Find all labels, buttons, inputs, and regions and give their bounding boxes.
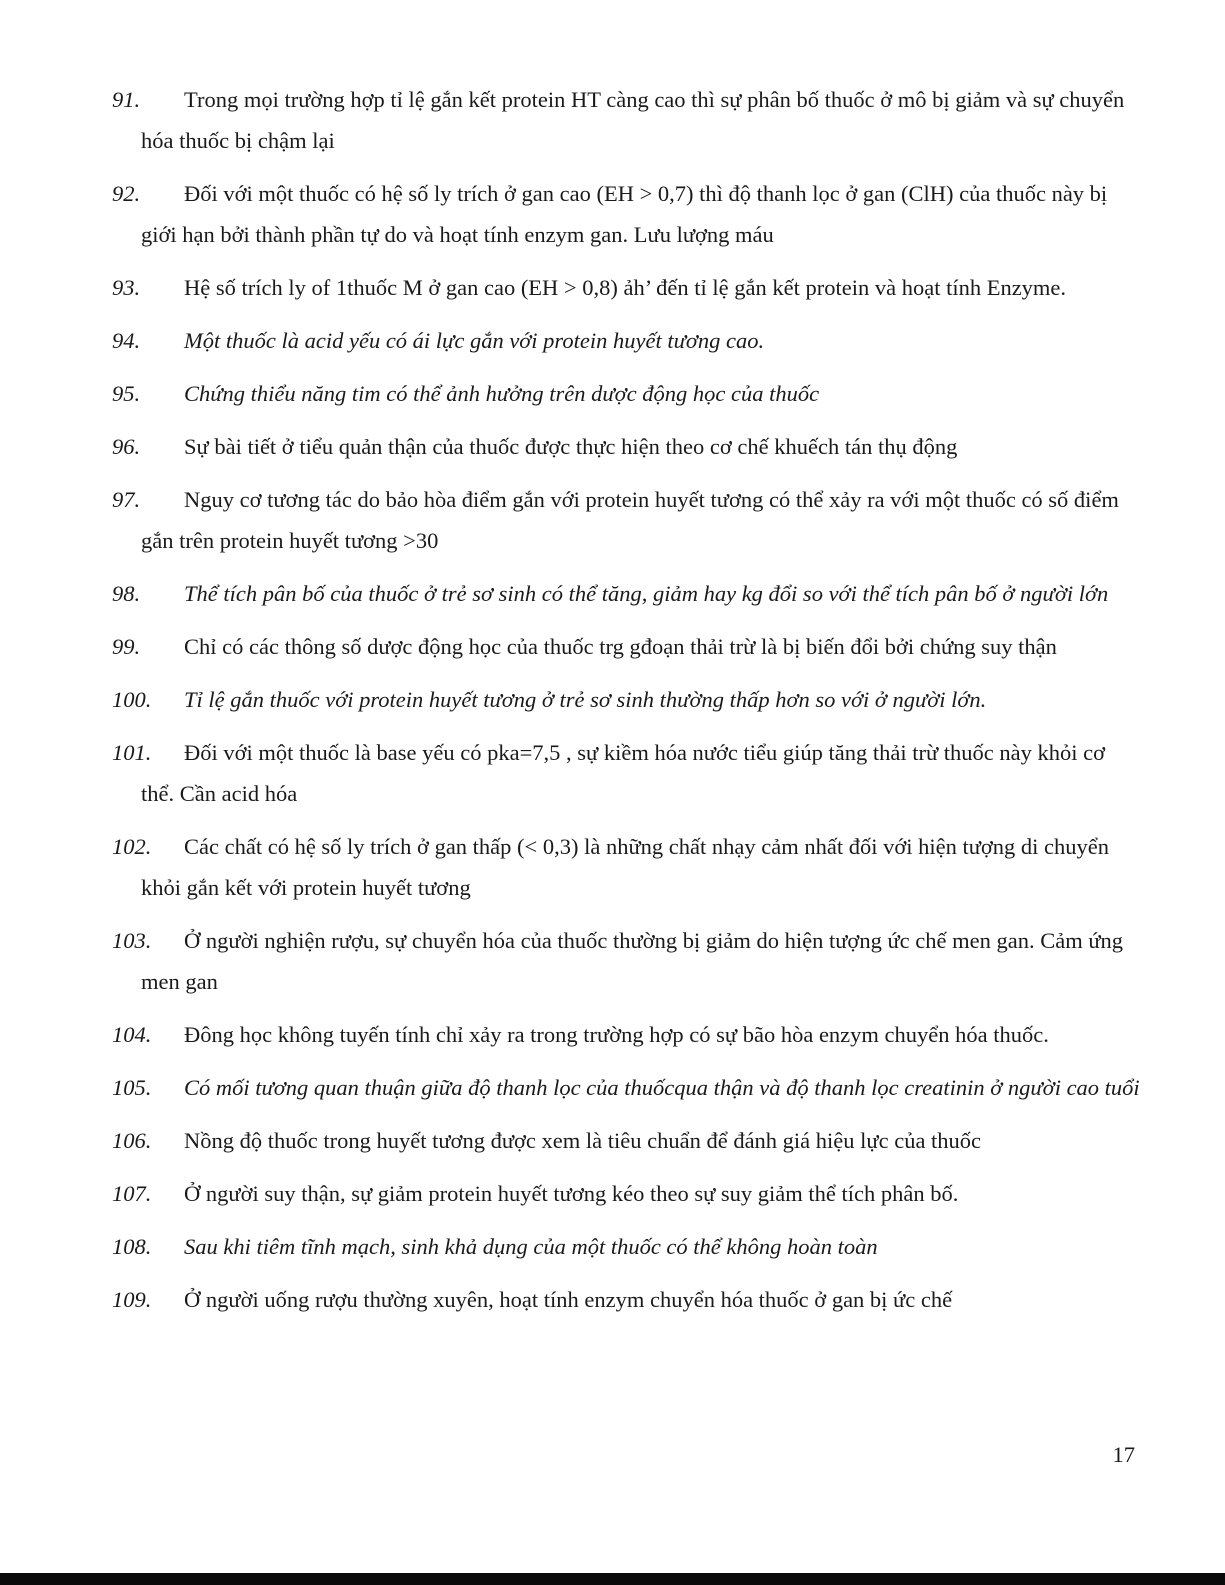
list-item xyxy=(112,426,1142,467)
item-text: Sự bài tiết ở tiểu quản thận của thuốc được thực hiện theo cơ chế khuếch tán thụ động xyxy=(184,434,958,459)
list-item xyxy=(112,1173,1142,1214)
item-number: 96. xyxy=(112,434,141,459)
item-text: Sau khi tiêm tĩnh mạch, sinh khả dụng của một thuốc có thể không hoàn toàn xyxy=(184,1234,878,1259)
list-item xyxy=(112,173,1142,255)
item-text: Một thuốc là acid yếu có ái lực gắn với protein huyết tương cao. xyxy=(184,328,765,353)
item-number: 108. xyxy=(112,1234,152,1259)
item-number: 97. xyxy=(112,487,141,512)
item-text: Chỉ có các thông số dược động học của thuốc trg gđoạn thải trừ là bị biến đổi bởi chứng suy thận xyxy=(184,634,1057,659)
item-number: 102. xyxy=(112,834,152,859)
list-item xyxy=(112,1226,1142,1267)
item-text: Ở người uống rượu thường xuyên, hoạt tính enzym chuyển hóa thuốc ở gan bị ức chế xyxy=(184,1287,953,1312)
list-item xyxy=(112,1120,1142,1161)
item-text: Các chất có hệ số ly trích ở gan thấp (< 0,3) là những chất nhạy cảm nhất đối với hiện tượng di chuyển khỏi gắn kết với protein huyết tương xyxy=(141,834,1110,900)
item-text: Đông học không tuyến tính chỉ xảy ra trong trường hợp có sự bão hòa enzym chuyển hóa thuốc. xyxy=(184,1022,1049,1047)
list-item xyxy=(112,1067,1142,1108)
item-number: 99. xyxy=(112,634,141,659)
list-item xyxy=(112,479,1142,561)
list-item xyxy=(112,573,1142,614)
item-number: 92. xyxy=(112,181,141,206)
item-number: 98. xyxy=(112,581,141,606)
item-text: Tỉ lệ gắn thuốc với protein huyết tương ở trẻ sơ sinh thường thấp hơn so với ở người lớn. xyxy=(184,687,987,712)
item-text: Chứng thiểu năng tim có thể ảnh hưởng trên dược động học của thuốc xyxy=(184,381,820,406)
item-text: Đối với một thuốc có hệ số ly trích ở gan cao (EH > 0,7) thì độ thanh lọc ở gan (ClH) của thuốc này bị giới hạn bởi thành phần tự do và hoạt tính enzym gan. Lưu lượng máu xyxy=(141,181,1108,247)
item-text: Nồng độ thuốc trong huyết tương được xem là tiêu chuẩn để đánh giá hiệu lực của thuốc xyxy=(184,1128,982,1153)
list-item xyxy=(112,679,1142,720)
list-item xyxy=(112,1279,1142,1320)
list-item xyxy=(112,373,1142,414)
item-number: 101. xyxy=(112,740,152,765)
item-text: Trong mọi trường hợp tỉ lệ gắn kết protein HT càng cao thì sự phân bố thuốc ở mô bị giảm và sự chuyển hóa thuốc bị chậm lại xyxy=(141,87,1125,153)
item-text: Hệ số trích ly of 1thuốc M ở gan cao (EH > 0,8) ảh’ đến tỉ lệ gắn kết protein và hoạt tính Enzyme. xyxy=(184,275,1067,300)
item-number: 104. xyxy=(112,1022,152,1047)
item-number: 103. xyxy=(112,928,152,953)
page-bottom-edge xyxy=(0,1573,1225,1585)
item-number: 91. xyxy=(112,87,141,112)
item-text: Thể tích pân bố của thuốc ở trẻ sơ sinh có thể tăng, giảm hay kg đổi so với thể tích pân bố ở người lớn xyxy=(184,581,1109,606)
item-text: Nguy cơ tương tác do bảo hòa điểm gắn với protein huyết tương có thể xảy ra với một thuốc có số điểm gắn trên protein huyết tương >30 xyxy=(141,487,1119,553)
item-number: 106. xyxy=(112,1128,152,1153)
list-item xyxy=(112,732,1142,814)
list-item xyxy=(112,79,1142,161)
item-number: 94. xyxy=(112,328,141,353)
list-item xyxy=(112,626,1142,667)
item-number: 93. xyxy=(112,275,141,300)
list-item xyxy=(112,1014,1142,1055)
item-number: 105. xyxy=(112,1075,152,1100)
item-number: 109. xyxy=(112,1287,152,1312)
list-item xyxy=(112,920,1142,1002)
item-number: 107. xyxy=(112,1181,152,1206)
page-number: 17 xyxy=(1112,1442,1135,1467)
list-item xyxy=(112,320,1142,361)
list-item xyxy=(112,826,1142,908)
item-text: Có mối tương quan thuận giữa độ thanh lọc của thuốcqua thận và độ thanh lọc creatinin ở người cao tuổi xyxy=(184,1075,1140,1100)
list-item xyxy=(112,267,1142,308)
question-list xyxy=(112,79,1142,1332)
item-text: Ở người suy thận, sự giảm protein huyết tương kéo theo sự suy giảm thể tích phân bố. xyxy=(184,1181,959,1206)
item-text: Ở người nghiện rượu, sự chuyển hóa của thuốc thường bị giảm do hiện tượng ức chế men gan. Cảm ứng men gan xyxy=(141,928,1124,994)
item-number: 100. xyxy=(112,687,152,712)
item-number: 95. xyxy=(112,381,141,406)
item-text: Đối với một thuốc là base yếu có pka=7,5 , sự kiềm hóa nước tiểu giúp tăng thải trừ thuốc này khỏi cơ thể. Cần acid hóa xyxy=(141,740,1106,806)
